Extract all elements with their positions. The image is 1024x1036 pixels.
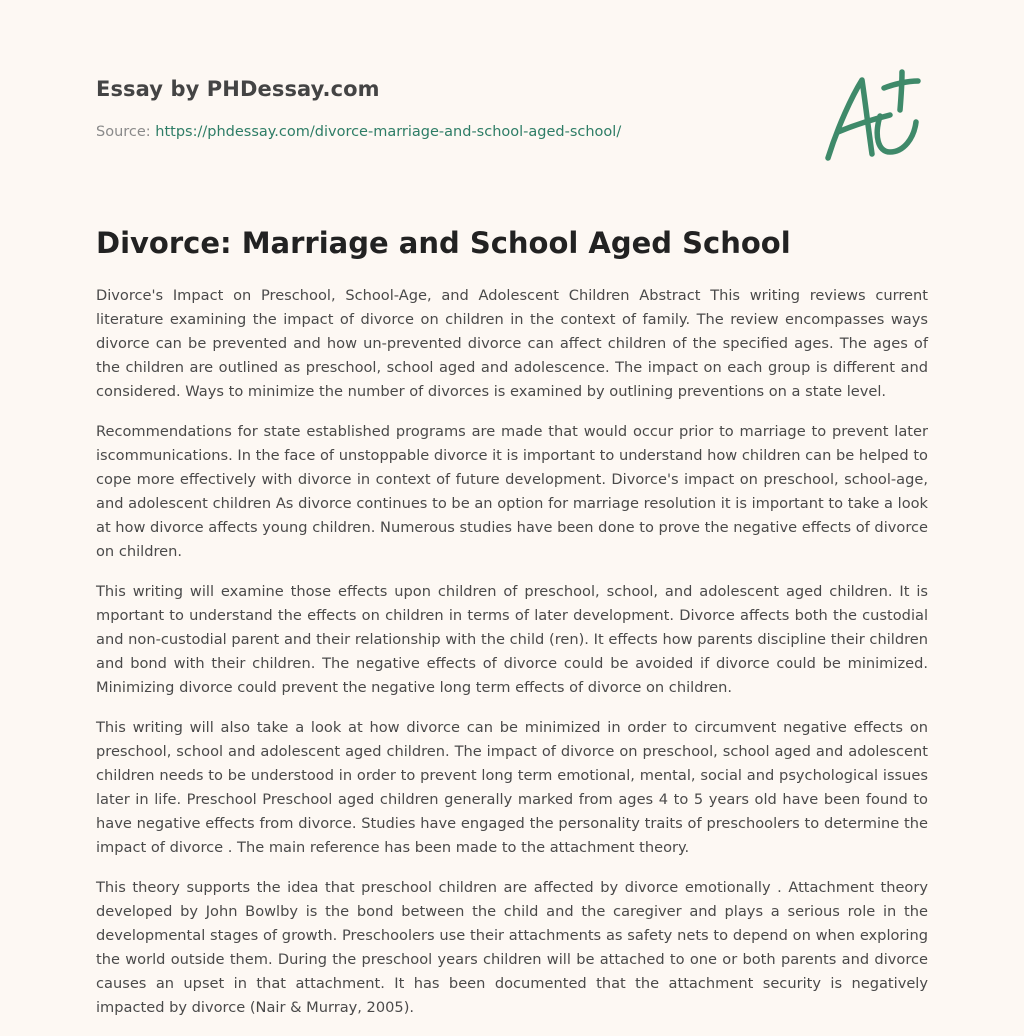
source-link[interactable]: https://phdessay.com/divorce-marriage-and-school-aged-school/ [155, 124, 622, 140]
a-plus-grade-icon [818, 66, 930, 166]
essay-body [96, 284, 928, 1036]
essay-paragraph-2: Recommendations for state established programs are made that would occur prior to marriage to prevent later iscommunications. In the face of unstoppable divorce it is important to understand how children can be helped to cope more effectively with divorce in context of future development. Divorce's impact on preschool, school-age, and adolescent children As divorce continues to be an option for marriage resolution it is important to take a look at how divorce affects young children. Numerous studies have been done to prove the negative effects of divorce on children. [96, 423, 928, 560]
essay-paragraph-1: Divorce's Impact on Preschool, School-Age, and Adolescent Children Abstract This writing reviews current literature examining the impact of divorce on children in the context of family. The review encompasses ways divorce can be prevented and how un-prevented divorce can affect children of the specified ages. The ages of the children are outlined as preschool, school aged and adolescence. The impact on each group is different and considered. Ways to minimize the number of divorces is examined by outlining preventions on a state level. [96, 287, 928, 400]
site-brand: Essay by PHDessay.com [96, 77, 380, 101]
essay-paragraph-5: This theory supports the idea that preschool children are affected by divorce emotionally . Attachment theory developed by John Bowlby is the bond between the child and the caregiver and plays a serious role in the developmental stages of growth. Preschoolers use their attachments as safety nets to depend on when exploring the world outside them. During the preschool years children will be attached to one or both parents and divorce causes an upset in that attachment. It has been documented that the attachment security is negatively impacted by divorce (Nair & Murray, 2005). [96, 879, 928, 1016]
essay-paragraph-3: This writing will examine those effects upon children of preschool, school, and adolescent aged children. It is mportant to understand the effects on children in terms of later development. Divorce affects both the custodial and non-custodial parent and their relationship with the child (ren). It effects how parents discipline their children and bond with their children. The negative effects of divorce could be avoided if divorce could be minimized. Minimizing divorce could prevent the negative long term effects of divorce on children. [96, 583, 928, 696]
essay-title: Divorce: Marriage and School Aged School [96, 226, 791, 260]
source-label: Source: [96, 124, 151, 140]
source-line [96, 124, 621, 140]
essay-paragraph-4: This writing will also take a look at how divorce can be minimized in order to circumvent negative effects on preschool, school and adolescent aged children. The impact of divorce on preschool, school aged and adolescent children needs to be understood in order to prevent long term emotional, mental, social and psychological issues later in life. Preschool Preschool aged children generally marked from ages 4 to 5 years old have been found to have negative effects from divorce. Studies have engaged the personality traits of preschoolers to determine the impact of divorce . The main reference has been made to the attachment theory. [96, 719, 928, 856]
